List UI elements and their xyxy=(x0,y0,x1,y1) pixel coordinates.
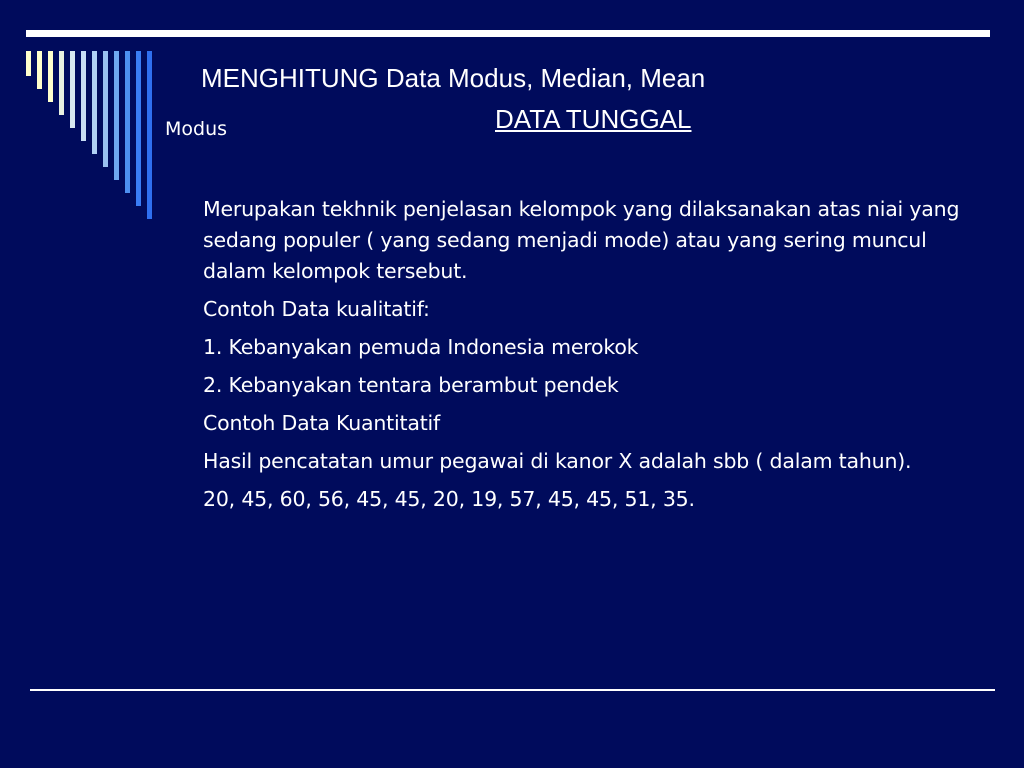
decorative-bar xyxy=(59,51,64,115)
decorative-bar xyxy=(114,51,119,180)
qualitative-example-heading: Contoh Data kualitatif: xyxy=(203,297,430,321)
qualitative-example-1: 1. Kebanyakan pemuda Indonesia merokok xyxy=(203,335,639,359)
decorative-bar xyxy=(136,51,141,206)
decorative-bar xyxy=(81,51,86,141)
decorative-bar xyxy=(125,51,130,193)
bottom-rule xyxy=(30,689,995,691)
body-text xyxy=(203,194,963,522)
decorative-bar xyxy=(48,51,53,102)
section-label: Modus xyxy=(165,118,228,140)
quantitative-example-description: Hasil pencatatan umur pegawai di kanor X adalah sbb ( dalam tahun). xyxy=(203,449,912,473)
slide-subtitle: DATA TUNGGAL xyxy=(495,104,692,134)
quantitative-data-values: 20, 45, 60, 56, 45, 45, 20, 19, 57, 45, 45, 51, 35. xyxy=(203,487,695,511)
decorative-bar xyxy=(70,51,75,128)
decorative-bar xyxy=(26,51,31,76)
qualitative-example-2: 2. Kebanyakan tentara berambut pendek xyxy=(203,373,619,397)
slide-title: MENGHITUNG Data Modus, Median, Mean xyxy=(201,63,706,93)
decorative-bar xyxy=(103,51,108,167)
decorative-bars xyxy=(0,0,180,220)
decorative-bar xyxy=(37,51,42,89)
definition-paragraph: Merupakan tekhnik penjelasan kelompok yang dilaksanakan atas niai yang sedang populer ( yang sedang menjadi mode) atau yang sering muncul dalam kelompok tersebut. xyxy=(203,197,960,283)
quantitative-example-heading: Contoh Data Kuantitatif xyxy=(203,411,441,435)
decorative-bar xyxy=(92,51,97,154)
decorative-bar xyxy=(147,51,152,219)
